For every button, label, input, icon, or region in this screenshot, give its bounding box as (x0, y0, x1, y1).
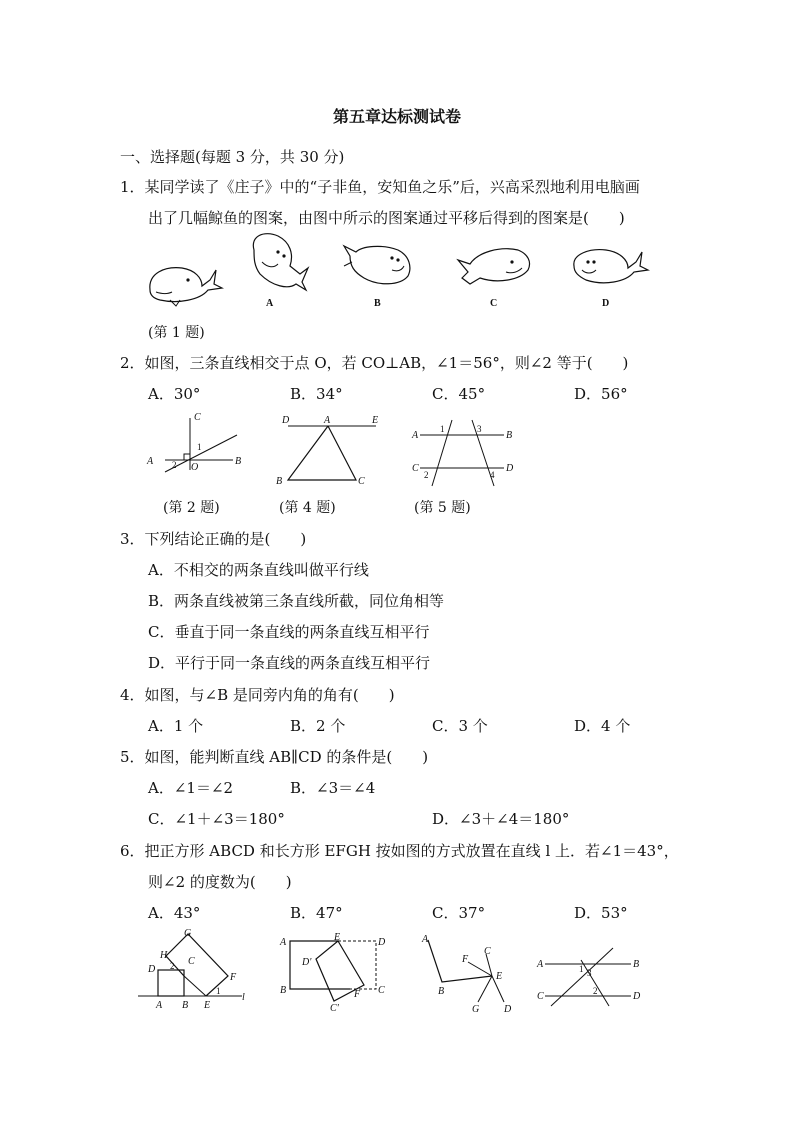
svg-text:C: C (378, 985, 385, 996)
figure-9 (535, 940, 645, 1010)
svg-text:B: B (280, 985, 287, 996)
q4-option-a[interactable]: A．1 个 (148, 717, 204, 735)
svg-text:1: 1 (197, 442, 202, 452)
figure-5-caption: (第 5 题) (414, 500, 471, 516)
svg-text:D: D (633, 991, 641, 1002)
figure-4-caption: (第 4 题) (279, 500, 336, 516)
q4-option-d[interactable]: D．4 个 (574, 717, 631, 735)
q5-option-b[interactable]: B．∠3＝∠4 (290, 779, 376, 797)
q3-option-d[interactable]: D．平行于同一条直线的两条直线互相平行 (148, 654, 431, 672)
svg-text:B: B (276, 476, 283, 487)
svg-text:A: A (280, 937, 287, 948)
q3-option-a[interactable]: A．不相交的两条直线叫做平行线 (148, 561, 369, 579)
figure-8 (420, 932, 520, 1015)
q2-option-c[interactable]: C．45° (432, 385, 486, 403)
svg-text:D: D (378, 937, 386, 948)
q3-option-c[interactable]: C．垂直于同一条直线的两条直线互相平行 (148, 623, 430, 641)
q6-option-a[interactable]: A．43° (148, 904, 201, 922)
svg-text:4: 4 (490, 470, 495, 480)
label-d: D (602, 298, 610, 309)
svg-text:A: A (147, 456, 154, 467)
whale-b (344, 246, 410, 309)
svg-text:D: D (504, 1004, 512, 1015)
svg-text:H: H (160, 950, 168, 961)
svg-text:G: G (184, 928, 192, 939)
figure-6 (138, 928, 258, 1013)
svg-text:C: C (194, 412, 201, 423)
svg-text:O: O (191, 462, 199, 473)
q2-option-d[interactable]: D．56° (574, 385, 628, 403)
svg-text:B: B (506, 430, 513, 441)
figure-5 (410, 410, 520, 490)
svg-text:D: D (506, 463, 514, 474)
label-a: A (266, 298, 274, 309)
svg-text:2: 2 (424, 470, 429, 480)
q3-option-b[interactable]: B．两条直线被第三条直线所截，同位角相等 (148, 592, 445, 610)
q2-option-b[interactable]: B．34° (290, 385, 343, 403)
svg-text:A: A (324, 415, 331, 426)
svg-text:1: 1 (440, 424, 445, 434)
q6-option-c[interactable]: C．37° (432, 904, 486, 922)
svg-text:A: A (156, 1000, 163, 1011)
svg-text:2: 2 (172, 460, 177, 470)
svg-text:A: A (537, 959, 544, 970)
whale-original (150, 268, 222, 306)
svg-text:E: E (496, 971, 503, 982)
svg-text:G: G (472, 1004, 480, 1015)
figure-2-caption: (第 2 题) (163, 500, 220, 516)
svg-text:F: F (230, 972, 237, 983)
page-title: 第五章达标测试卷 (332, 107, 461, 126)
svg-text:C: C (358, 476, 365, 487)
figure-2 (145, 410, 255, 490)
svg-text:C': C' (330, 1003, 339, 1014)
svg-text:B: B (633, 959, 640, 970)
svg-text:A: A (422, 934, 429, 945)
question-3-stem: 3．下列结论正确的是( ) (120, 530, 307, 548)
svg-text:C: C (188, 956, 195, 967)
whale-d (574, 250, 648, 309)
whale-c (458, 249, 530, 309)
svg-text:E: E (372, 415, 379, 426)
question-5-stem: 5．如图，能判断直线 AB∥CD 的条件是( ) (120, 748, 429, 766)
q5-option-d[interactable]: D．∠3＋∠4＝180° (432, 810, 570, 828)
question-4-stem: 4．如图，与∠B 是同旁内角的角有( ) (120, 686, 395, 704)
question-6-line-1: 6．把正方形 ABCD 和长方形 EFGH 按如图的方式放置在直线 l 上．若∠1＝43°， (120, 842, 679, 860)
svg-text:1: 1 (216, 986, 221, 996)
q4-option-c[interactable]: C．3 个 (432, 717, 488, 735)
svg-text:C: C (484, 946, 491, 957)
svg-text:B: B (438, 986, 445, 997)
figure-7 (280, 932, 395, 1015)
svg-text:D: D (148, 964, 156, 975)
svg-text:2: 2 (593, 986, 598, 996)
q6-option-b[interactable]: B．47° (290, 904, 343, 922)
question-2-stem: 2．如图，三条直线相交于点 O，若 CO⊥AB，∠1＝56°，则∠2 等于( ) (120, 354, 629, 372)
svg-text:D: D (282, 415, 290, 426)
svg-text:3: 3 (587, 968, 592, 978)
svg-text:F: F (354, 989, 361, 1000)
svg-text:l: l (242, 992, 245, 1003)
q4-option-b[interactable]: B．2 个 (290, 717, 346, 735)
figure-4 (276, 410, 390, 490)
whale-a (253, 234, 308, 309)
svg-text:E: E (204, 1000, 211, 1011)
svg-text:C: C (537, 991, 544, 1002)
question-1-line-2: 出了几幅鲸鱼的图案，由图中所示的图案通过平移后得到的图案是( ) (148, 209, 625, 227)
label-c: C (490, 298, 498, 309)
q6-option-d[interactable]: D．53° (574, 904, 628, 922)
figure-1-caption: (第 1 题) (148, 325, 205, 341)
svg-text:C: C (412, 463, 419, 474)
label-b: B (374, 298, 381, 309)
question-1-line-1: 1．某同学读了《庄子》中的“子非鱼，安知鱼之乐”后，兴高采烈地利用电脑画 (120, 178, 640, 196)
svg-text:E: E (334, 932, 341, 943)
q5-option-c[interactable]: C．∠1＋∠3＝180° (148, 810, 285, 828)
svg-text:3: 3 (477, 424, 482, 434)
svg-text:D': D' (302, 957, 312, 968)
svg-text:F: F (462, 954, 469, 965)
svg-text:2: 2 (170, 961, 175, 971)
svg-text:B: B (182, 1000, 189, 1011)
question-6-line-2: 则∠2 的度数为( ) (148, 873, 292, 891)
svg-text:A: A (412, 430, 419, 441)
section-heading: 一、选择题(每题 3 分，共 30 分) (120, 148, 345, 166)
q1-whale-figures (130, 228, 650, 318)
svg-text:1: 1 (579, 964, 584, 974)
q2-option-a[interactable]: A．30° (148, 385, 201, 403)
q5-option-a[interactable]: A．∠1＝∠2 (148, 779, 234, 797)
svg-text:B: B (235, 456, 242, 467)
